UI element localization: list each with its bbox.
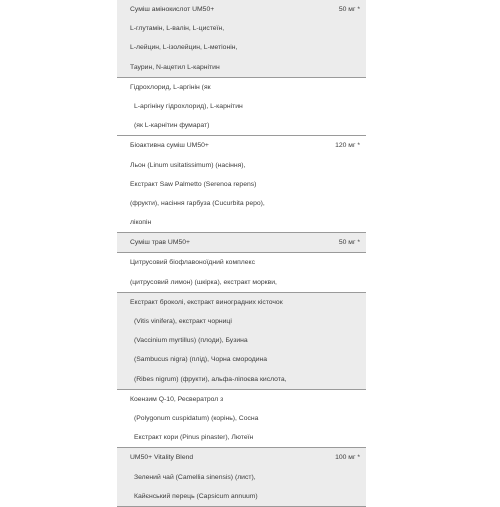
ingredient-section: [117, 448, 366, 507]
ingredient-text: Льон (Linum usitatissimum) (насіння),: [130, 161, 246, 169]
ingredient-line: [117, 19, 366, 38]
supplement-facts-table: [117, 0, 366, 507]
ingredient-line: [117, 468, 366, 487]
ingredient-line: [117, 78, 366, 97]
ingredient-text: (цитрусовий лимон) (шкірка), екстракт моркви,: [130, 278, 277, 286]
ingredient-text: лікопін: [130, 219, 152, 227]
ingredient-line: [117, 370, 366, 389]
ingredient-line: [117, 428, 366, 447]
ingredient-line: [117, 409, 366, 428]
ingredient-text: Екстракт Saw Palmetto (Serenoa repens): [130, 180, 257, 188]
ingredient-text: Екстракт кори (Pinus pinaster), Лютеїн: [134, 434, 254, 442]
ingredient-text: (Ribes nigrum) (фрукти), альфа-ліпоєва кислота,: [134, 375, 287, 383]
ingredient-line: [117, 273, 366, 292]
ingredient-text: (фрукти), насіння гарбуза (Cucurbita pepo),: [130, 199, 265, 207]
ingredient-line: [117, 38, 366, 57]
ingredient-line: [117, 331, 366, 350]
ingredient-text: L-глутамін, L-валін, L-цистеїн,: [130, 25, 225, 33]
ingredient-text: (Vaccinium myrtillus) (плоди), Бузина: [134, 337, 248, 345]
ingredient-text: (Sambucus nigra) (плід), Чорна смородина: [134, 356, 268, 364]
ingredient-amount: 50 мг *: [338, 239, 360, 247]
ingredient-section: [117, 78, 366, 137]
ingredient-text: L-аргініну гідрохлорид), L-карнітин: [134, 102, 243, 110]
ingredient-section: [117, 253, 366, 292]
ingredient-text: Екстракт броколі, екстракт виноградних кісточок: [130, 298, 283, 306]
ingredient-text: (як L-карнітин фумарат): [134, 122, 210, 130]
ingredient-line: [117, 253, 366, 272]
ingredient-blend-heading: [117, 233, 366, 252]
ingredient-line: [117, 312, 366, 331]
ingredient-text: Суміш трав UM50+: [130, 239, 191, 247]
ingredient-line: [117, 97, 366, 116]
ingredient-line: [117, 213, 366, 232]
ingredient-text: UM50+ Vitality Blend: [130, 454, 194, 462]
ingredient-line: [117, 175, 366, 194]
ingredient-text: Гідрохлорид, L-аргінін (як: [130, 83, 211, 91]
ingredient-text: Таурин, N-ацетил L-карнітин: [130, 63, 220, 71]
ingredient-section: [117, 0, 366, 78]
ingredient-section: [117, 136, 366, 233]
ingredient-text: Біоактивна суміш UM50+: [130, 142, 209, 150]
ingredient-text: (Vitis vinifera), екстракт чорниці: [134, 318, 232, 325]
ingredient-amount: 120 мг *: [335, 142, 360, 150]
ingredient-text: Коензим Q-10, Ресвератрол з: [130, 395, 224, 403]
ingredient-line: [117, 390, 366, 409]
ingredient-amount: 50 мг *: [338, 6, 360, 13]
ingredient-text: (Polygonum cuspidatum) (корінь), Сосна: [134, 414, 259, 422]
ingredient-section: [117, 293, 366, 390]
ingredient-text: L-лейцин, L-ізолейцин, L-метіонін,: [130, 44, 238, 52]
ingredient-amount: 100 мг *: [335, 454, 360, 462]
ingredient-line: [117, 156, 366, 175]
ingredient-line: [117, 116, 366, 135]
ingredient-line: [117, 350, 366, 369]
ingredient-line: [117, 58, 366, 77]
ingredient-text: Суміш амінокислот UM50+: [130, 6, 215, 13]
ingredient-blend-heading: [117, 136, 366, 155]
ingredient-section: [117, 390, 366, 449]
ingredient-text: Кайєнський перець (Capsicum annuum): [134, 492, 258, 500]
ingredient-line: [117, 194, 366, 213]
ingredient-blend-heading: [117, 0, 366, 19]
ingredient-section: [117, 233, 366, 253]
ingredient-line: [117, 293, 366, 312]
ingredient-text: Зелений чай (Camellia sinensis) (лист),: [134, 473, 256, 481]
ingredient-text: Цитрусовий біофлавоноїдний комплекс: [130, 259, 255, 267]
ingredient-line: [117, 487, 366, 506]
ingredient-blend-heading: [117, 448, 366, 467]
